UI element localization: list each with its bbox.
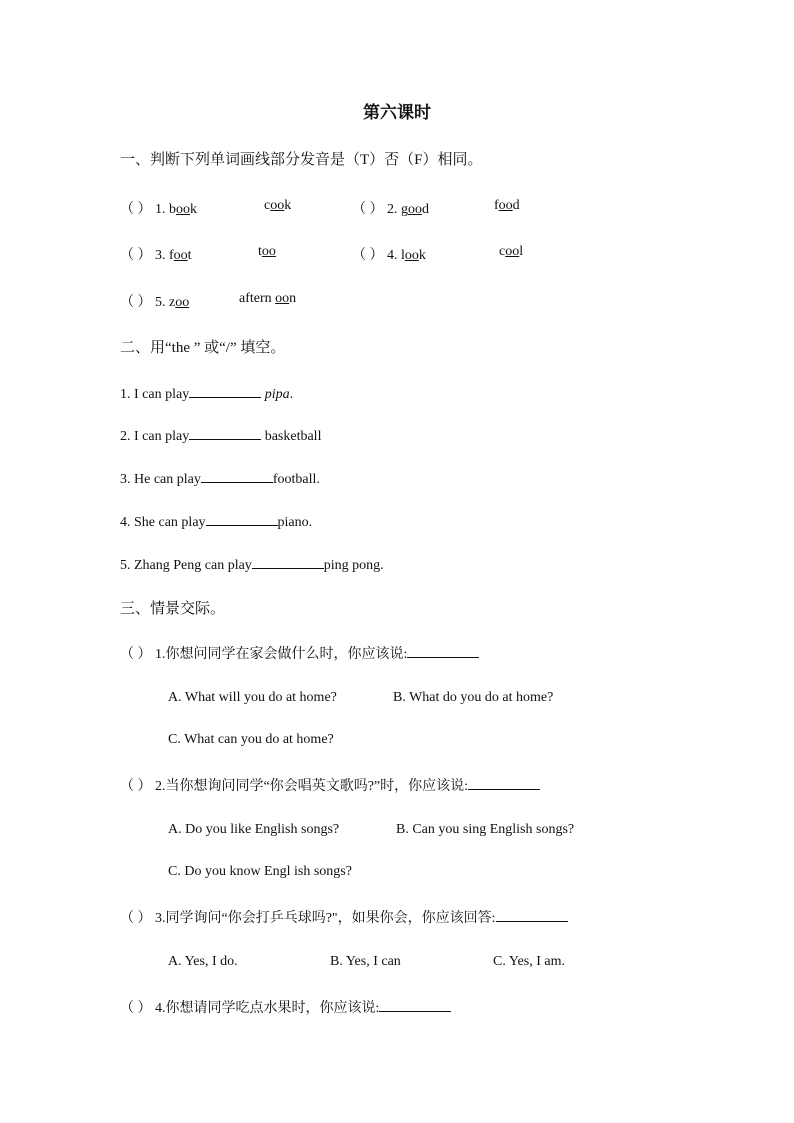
s1-item-1-word-2: cook: [264, 198, 292, 213]
page-title: 第六课时: [363, 103, 431, 122]
s1-item-2: [352, 198, 429, 218]
fill-blank[interactable]: [252, 554, 324, 569]
fill-blank[interactable]: [407, 643, 479, 658]
answer-paren[interactable]: （ ）: [120, 779, 152, 794]
s3-q2-option-a: A. Do you like English songs?: [168, 822, 340, 837]
answer-paren[interactable]: （ ）: [120, 911, 152, 926]
s1-item-3: [120, 244, 192, 264]
word-1: foot: [169, 248, 192, 263]
s1-item-5-word-2: aftern oon: [239, 291, 297, 306]
s3-q3-option-c: C. Yes, I am.: [493, 954, 565, 969]
fill-blank[interactable]: [189, 425, 261, 440]
s3-question-3: （ ） 3.同学询问“你会打乒乓球吗?"，如果你会，你应该回答:: [120, 907, 568, 927]
word-1: look: [401, 248, 426, 263]
answer-paren[interactable]: （ ）: [352, 248, 384, 263]
word-1: good: [401, 202, 429, 217]
fill-blank[interactable]: [201, 468, 273, 483]
item-number: 3.: [155, 248, 166, 263]
s1-item-1: [120, 198, 197, 218]
item-number: 4.: [387, 248, 398, 263]
fill-blank[interactable]: [468, 775, 540, 790]
word-1: book: [169, 202, 197, 217]
answer-paren[interactable]: （ ）: [120, 647, 152, 662]
s3-question-4: （ ） 4.你想请同学吃点水果时，你应该说:: [120, 997, 451, 1017]
s3-question-2: （ ） 2.当你想询问同学“你会唱英文歌吗?”时，你应该说:: [120, 775, 540, 795]
answer-paren[interactable]: （ ）: [120, 248, 152, 263]
item-number: 2.: [387, 202, 398, 217]
s3-q1-option-b: B. What do you do at home?: [393, 690, 554, 705]
s1-item-3-word-2: too: [258, 244, 276, 259]
s2-item-5: 5. Zhang Peng can play ping pong.: [120, 554, 384, 574]
s2-item-3: 3. He can play football.: [120, 468, 320, 488]
fill-blank[interactable]: [206, 511, 278, 526]
item-number: 1.: [155, 202, 166, 217]
s3-question-1: （ ） 1.你想问同学在家会做什么时，你应该说:: [120, 643, 479, 663]
s1-item-5: [120, 291, 189, 311]
answer-paren[interactable]: （ ）: [120, 202, 152, 217]
s1-item-2-word-2: food: [494, 198, 520, 213]
section2-heading: 二、用“the ” 或“/” 填空。: [120, 340, 286, 356]
word-1: zoo: [169, 295, 190, 310]
s2-item-1: 1. I can play pipa.: [120, 383, 293, 403]
s3-q1-option-a: A. What will you do at home?: [168, 690, 337, 705]
s2-item-2: 2. I can play basketball: [120, 425, 321, 445]
fill-blank[interactable]: [496, 907, 568, 922]
s3-q1-option-c: C. What can you do at home?: [168, 732, 334, 747]
s1-item-4-word-2: cool: [499, 244, 524, 259]
fill-blank[interactable]: [379, 997, 451, 1012]
fill-blank[interactable]: [189, 383, 261, 398]
answer-paren[interactable]: （ ）: [120, 1001, 152, 1016]
section1-heading: 一、判断下列单词画线部分发音是（T）否（F）相同。: [120, 152, 483, 168]
s3-q2-option-c: C. Do you know Engl ish songs?: [168, 864, 352, 879]
section3-heading: 三、情景交际。: [120, 601, 226, 617]
answer-paren[interactable]: （ ）: [120, 295, 152, 310]
s2-item-4: 4. She can play piano.: [120, 511, 312, 531]
item-number: 5.: [155, 295, 166, 310]
s3-q3-option-b: B. Yes, I can: [330, 954, 401, 969]
s3-q3-option-a: A. Yes, I do.: [168, 954, 238, 969]
answer-paren[interactable]: （ ）: [352, 202, 384, 217]
s3-q2-option-b: B. Can you sing English songs?: [396, 822, 575, 837]
s1-item-4: [352, 244, 426, 264]
